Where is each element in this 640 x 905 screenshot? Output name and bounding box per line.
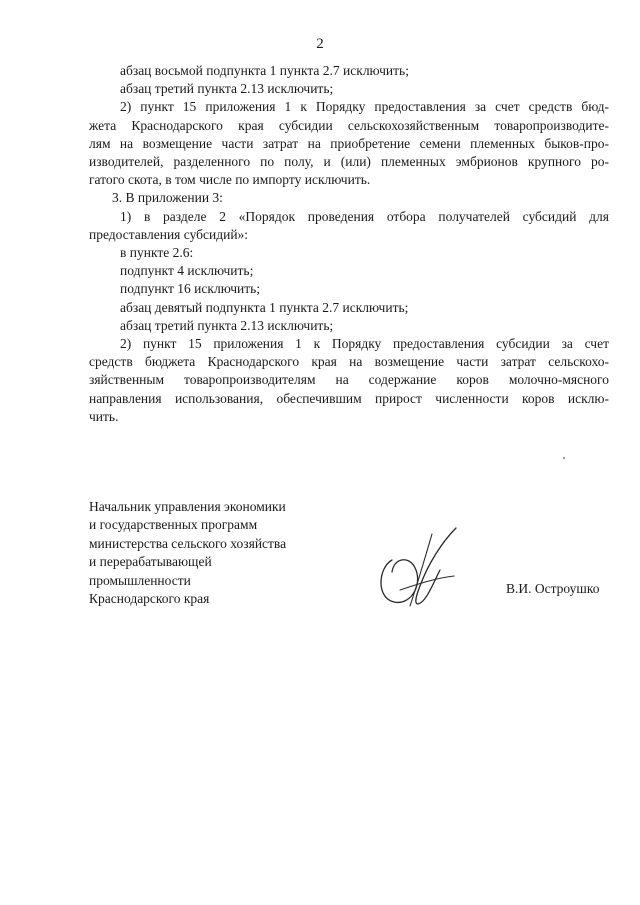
body-line: направления использования, обеспечившим прирост численности коров исклю- (89, 390, 609, 406)
scan-speck (410, 596, 411, 597)
body-line: 2) пункт 15 приложения 1 к Порядку предоставления за счет средств бюд- (120, 99, 609, 115)
body-line: чить. (89, 408, 119, 424)
body-line: 3. В приложении 3: (112, 190, 223, 206)
document-body (89, 62, 609, 426)
body-line: жета Краснодарского края субсидии сельскохозяйственным товаропроизводите- (89, 117, 609, 133)
body-line: в пункте 2.6: (120, 245, 194, 261)
body-line: абзац восьмой подпункта 1 пункта 2.7 исключить; (120, 63, 409, 78)
signer-name: В.И. Остроушко (506, 581, 600, 596)
body-line: изводителей, разделенного по полу, и (или) племенных эмбрионов крупного ро- (89, 154, 609, 170)
body-line: абзац девятый подпункта 1 пункта 2.7 исключить; (120, 299, 409, 315)
body-line: подпункт 4 исключить; (120, 263, 254, 279)
body-line: гатого скота, в том числе по импорту исключить. (89, 172, 371, 188)
body-line: предоставления субсидий»: (89, 226, 249, 242)
body-line: абзац третий пункта 2.13 исключить; (120, 81, 334, 97)
position-line: и государственных программ (89, 517, 258, 533)
position-line: Начальник управления экономики (89, 499, 286, 514)
scan-speck (563, 457, 565, 459)
body-line: 2) пункт 15 приложения 1 к Порядку предоставления субсидии за счет (120, 336, 609, 352)
body-line: средств бюджета Краснодарского края на возмещение части затрат сельскохо- (89, 354, 609, 370)
body-line: зяйственным товаропроизводителям на содержание коров молочно-мясного (89, 372, 609, 388)
body-line: 1) в разделе 2 «Порядок проведения отбора получателей субсидий для (120, 208, 609, 224)
position-line: и перерабатывающей (89, 554, 212, 570)
body-line: лям на возмещение части затрат на приобретение семени племенных быков-про- (89, 135, 609, 151)
handwritten-signature (370, 520, 470, 615)
body-line: подпункт 16 исключить; (120, 281, 261, 297)
signatory-position (89, 498, 286, 608)
position-line: Краснодарского края (89, 591, 210, 607)
position-line: промышленности (89, 572, 191, 588)
position-line: министерства сельского хозяйства (89, 535, 287, 551)
page-number: 2 (316, 36, 324, 52)
body-line: абзац третий пункта 2.13 исключить; (120, 317, 334, 333)
